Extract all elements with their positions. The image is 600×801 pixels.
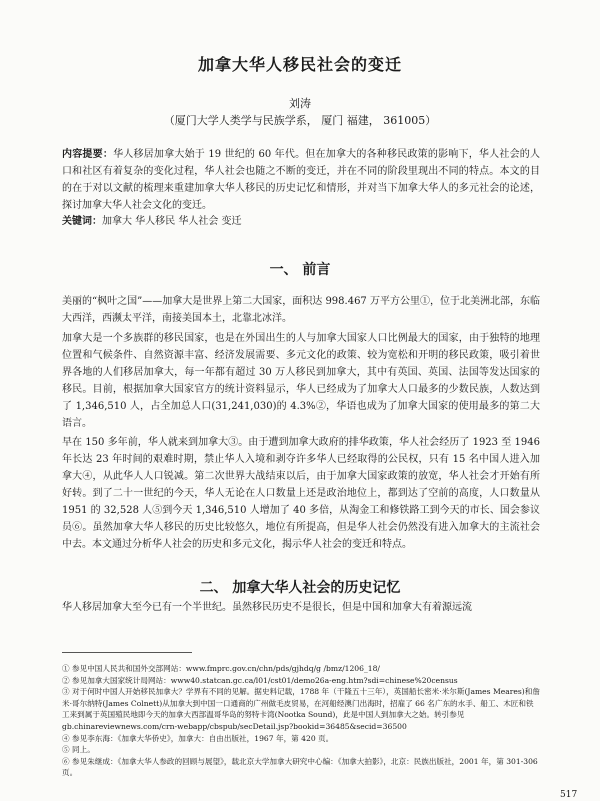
body-paragraph: 美丽的“枫叶之国”——加拿大是世界上第二大国家，面积达 998.467 万平方公里①，位于北美洲北部，东临大西洋，西濒太平洋，南接美国本土，北靠北冰洋。: [62, 296, 540, 324]
footnote: ② 参见加拿大国家统计局网站：www40.statcan.gc.ca/l01/cst01/demo26a-eng.htm?sdi=chinese%20census: [62, 675, 458, 685]
footnote-divider: [62, 652, 192, 653]
footnote: ③ 对于何时中国人开始移民加拿大？学界有不同的见解。据史料记载，1788 年（干隆五十三年），英国船长密米·米尔斯(James Meares)和詹米·哥尔纳特(James Colnett)从加拿大到中国一口通商的广州做毛皮贸易，在河船经澳门出海时，招雇了 66 名广东的水手、船工、木匠和铁工来到属于英国殖民地即今天的加拿大西部温哥华岛的努特卡湾(Nootka Sound)，此是中国人到加拿大之始。转引参见 gb.chinareviewnews.com/crn-webapp/cbspub/secDetail.jsp?bookid=36485&secid=36500: [62, 687, 540, 731]
abstract-text: 华人移居加拿大始于 19 世纪的 60 年代。但在加拿大的各种移民政策的影响下，华人社会的人口和社区有着复杂的变化过程，华人社会也随之不断的变迁，并在不同的阶段里现出不同的特点。本文的目的在于对以文献的梳理来重建加拿大华人移民的历史记忆和情形，并对当下加拿大华人的多元社会的论述，探讨加拿大华人社会文化的变迁。: [62, 149, 541, 211]
abstract: [62, 146, 540, 214]
footnote: ① 参见中国人民共和国外交部网站：www.fmprc.gov.cn/chn/pds/gjhdq/g /bmz/1206_18/: [62, 664, 380, 673]
footnotes: [62, 663, 540, 779]
footnote: ⑥ 参见朱继成：《加拿大华人参政的回顾与展望》，载北京大学加拿大研究中心编：《加拿大拍影》，北京：民族出版社，2001 年，第 301-306 页。: [62, 756, 538, 778]
footnote: ⑤ 同上。: [62, 745, 95, 755]
author-name: 刘涛: [289, 97, 311, 110]
page-number: 517: [560, 790, 578, 800]
paper-title: 加拿大华人移民社会的变迁: [197, 55, 402, 74]
keywords: [62, 213, 540, 230]
keywords-label: 关键词：: [62, 216, 102, 227]
keywords-text: 加拿大 华人移民 华人社会 变迁: [102, 216, 242, 227]
section-heading-history: 二、 加拿大华人社会的历史记忆: [199, 580, 401, 596]
abstract-label: 内容提要：: [62, 149, 114, 160]
footnote: ④ 参见李东海：《加拿大华侨史》，加拿大：自由出版社，1967 年，第 420 页。: [62, 733, 334, 743]
body-paragraph: 加拿大是一个多族群的移民国家，也是在外国出生的人与加拿大国家人口比例最大的国家，由于独特的地理位置和气候条件、自然资源丰富、经济发展需要、多元文化的政策、较为宽松和开明的移民政策，吸引着世界各地的人们移居加拿大，每一年都有超过 30 万人移民到加拿大，其中有英国、英国、法国等发达国家的移民。目前，根据加拿大国家官方的统计资料显示，华人已经成为了加拿大人口最多的少数民族，人数达到了 1,346,510 人，占全加总人口(31,241,030)的 4.3%②，华语也成为了加拿大国家的使用最多的第二大语言。: [62, 333, 540, 429]
section-heading-intro: 一、 前言: [269, 262, 331, 278]
body-paragraph: 华人移居加拿大至今已有一个半世纪。虽然移民历史不是很长，但是中国和加拿大有着源远流: [62, 602, 472, 613]
body-paragraph: 早在 150 多年前，华人就来到加拿大③。由于遭到加拿大政府的排华政策，华人社会经历了 1923 至 1946 年长达 23 年时间的艰难时期，禁止华人入境和剥夺许多华人已经取得的公民权，只有 15 名中国人进入加拿大④，从此华人人口锐减。第二次世界大战结束以后，由于加拿大国家政策的放宽，华人社会才开始有所好转。到了二十一世纪的今天，华人无论在人口数量上还是政治地位上，都到达了空前的高度，人口数量从 1951 的 32,528 人⑤到今天 1,346,510 人增加了 40 多倍，从淘金工和修铁路工到今天的市长、国会参议员⑥。虽然加拿大华人移民的历史比较悠久，地位有所提高，但是华人社会仍然没有进入加拿大的主流社会中去。本文通过分析华人社会的历史和多元文化，揭示华人社会的变迁和特点。: [62, 437, 540, 550]
author-affiliation: （厦门大学人类学与民族学系， 厦门 福建， 361005）: [163, 114, 437, 127]
